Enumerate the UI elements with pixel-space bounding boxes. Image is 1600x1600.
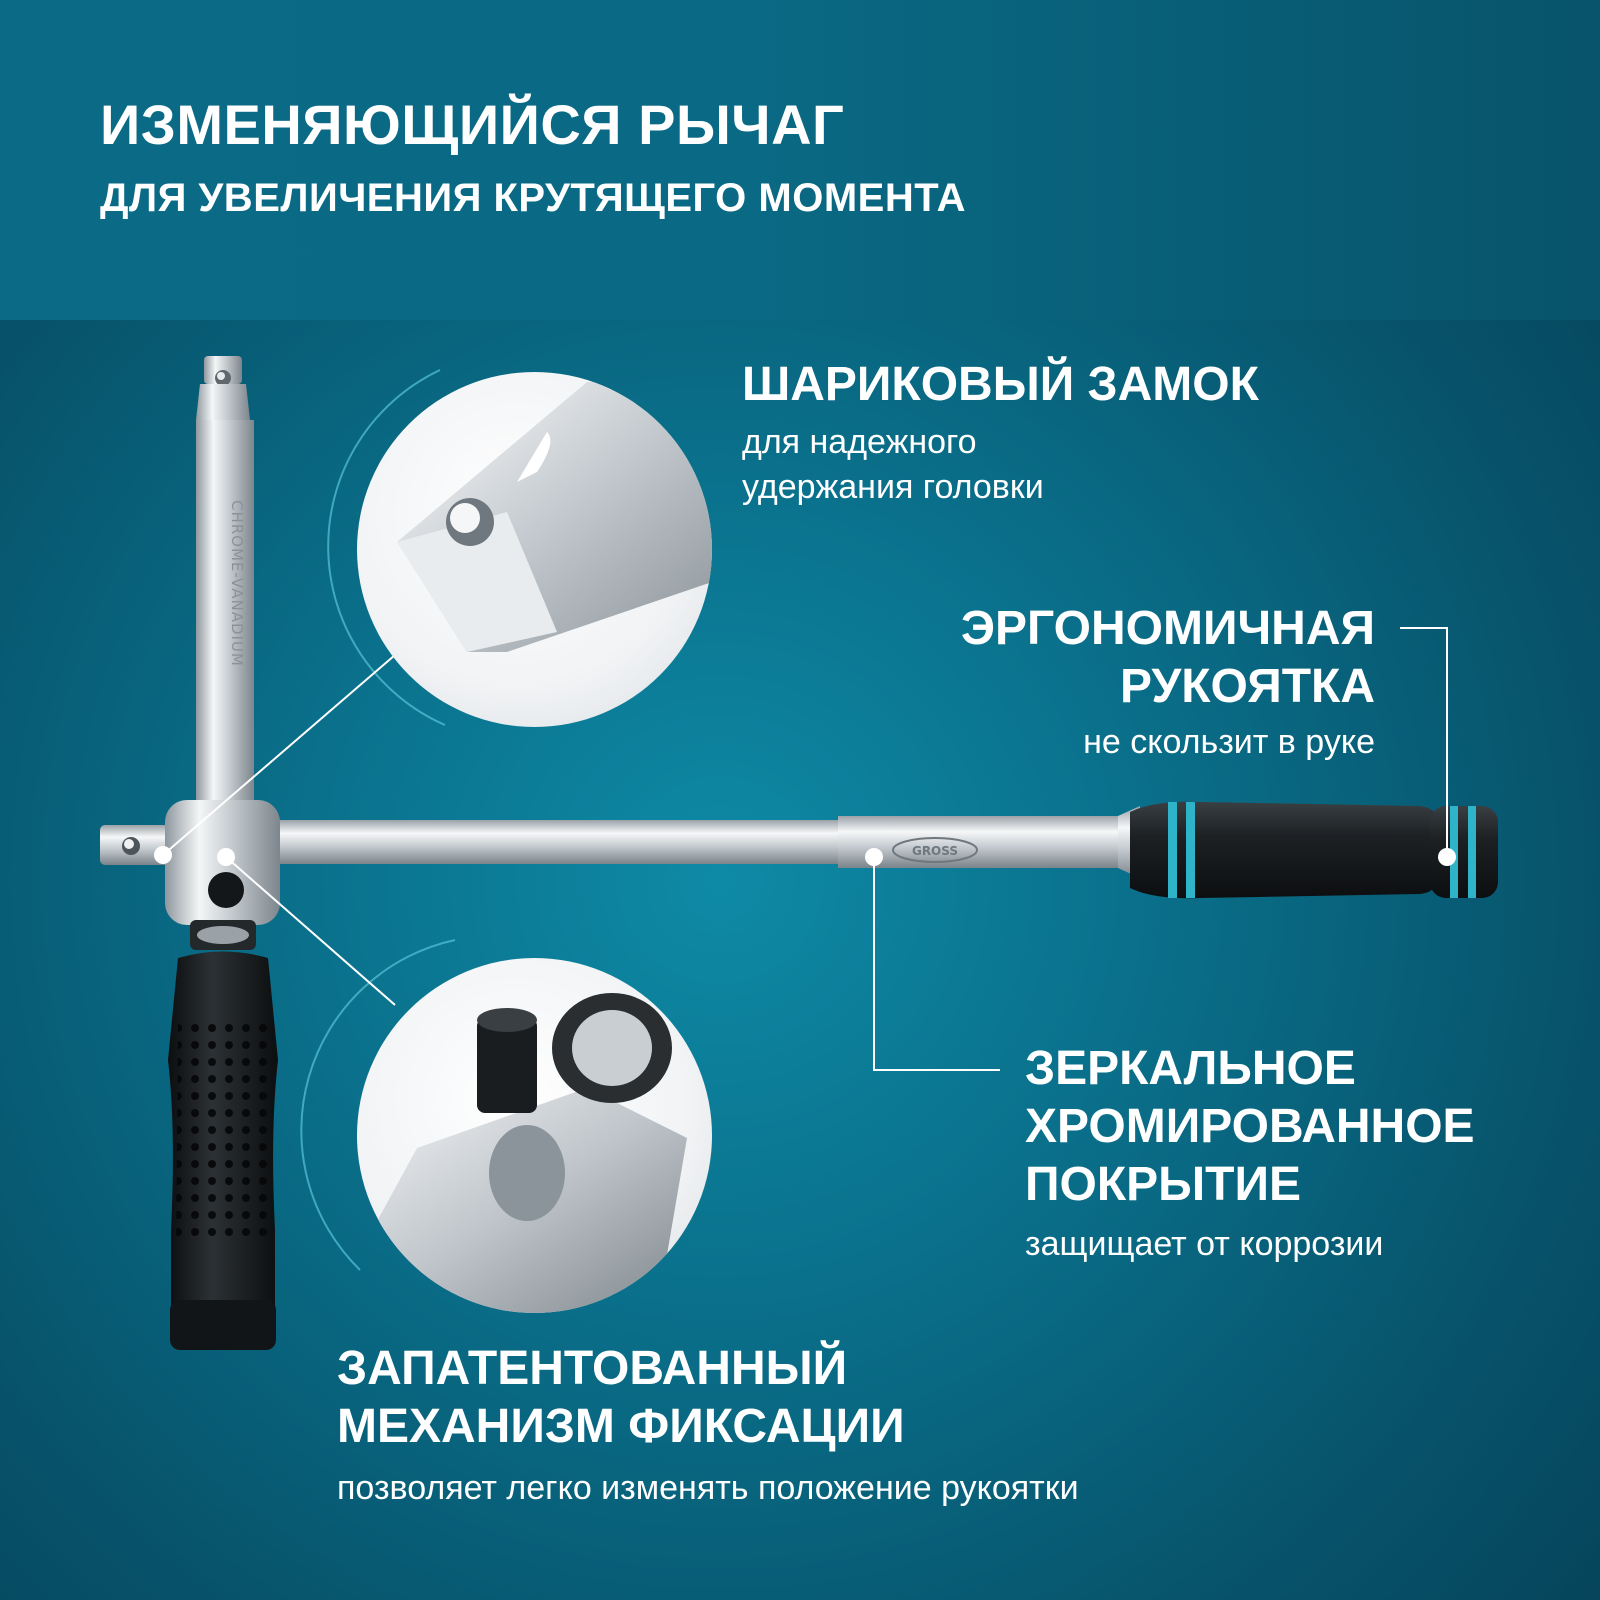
feature-locking-title-2: МЕХАНИЗМ ФИКСАЦИИ: [337, 1400, 905, 1453]
swivel-handle: [168, 952, 278, 1351]
feature-chrome-desc: защищает от коррозии: [1025, 1225, 1384, 1263]
page-title: ИЗМЕНЯЮЩИЙСЯ РЫЧАГ: [100, 93, 845, 156]
zoom-circle-locking-mechanism: [357, 958, 712, 1313]
feature-locking-mechanism: [337, 1340, 1079, 1511]
feature-ergonomic-title-1: ЭРГОНОМИЧНАЯ: [960, 602, 1375, 655]
feature-ergonomic-desc: не скользит в руке: [1083, 723, 1375, 761]
feature-ball-lock-desc-2: удержания головки: [742, 468, 1044, 506]
feature-ergonomic-title-2: РУКОЯТКА: [1119, 660, 1375, 713]
lever-bar: [270, 806, 1140, 878]
extension-shaft: [196, 356, 254, 810]
shaft-marking: CHROME-VANADIUM: [228, 500, 246, 667]
feature-chrome-title-3: ПОКРЫТИЕ: [1025, 1158, 1301, 1211]
brand-logo: GROSS: [911, 844, 959, 858]
feature-ball-lock-title: ШАРИКОВЫЙ ЗАМОК: [742, 358, 1259, 411]
callout-line-chrome: [865, 848, 1000, 1070]
feature-ball-lock: [742, 356, 1259, 510]
feature-locking-desc: позволяет легко изменять положение рукоятки: [337, 1469, 1079, 1507]
zoom-circle-ball-lock: [357, 372, 712, 727]
feature-chrome-title-2: ХРОМИРОВАННОЕ: [1025, 1100, 1475, 1153]
feature-chrome-title-1: ЗЕРКАЛЬНОЕ: [1025, 1042, 1356, 1095]
pivot-head: [100, 800, 280, 950]
feature-ergonomic-handle: [961, 600, 1375, 765]
feature-locking-title-1: ЗАПАТЕНТОВАННЫЙ: [337, 1342, 848, 1395]
feature-chrome-coating: [1025, 1040, 1475, 1267]
feature-ball-lock-desc-1: для надежного: [742, 423, 977, 461]
page-subtitle: ДЛЯ УВЕЛИЧЕНИЯ КРУТЯЩЕГО МОМЕНТА: [100, 176, 967, 220]
